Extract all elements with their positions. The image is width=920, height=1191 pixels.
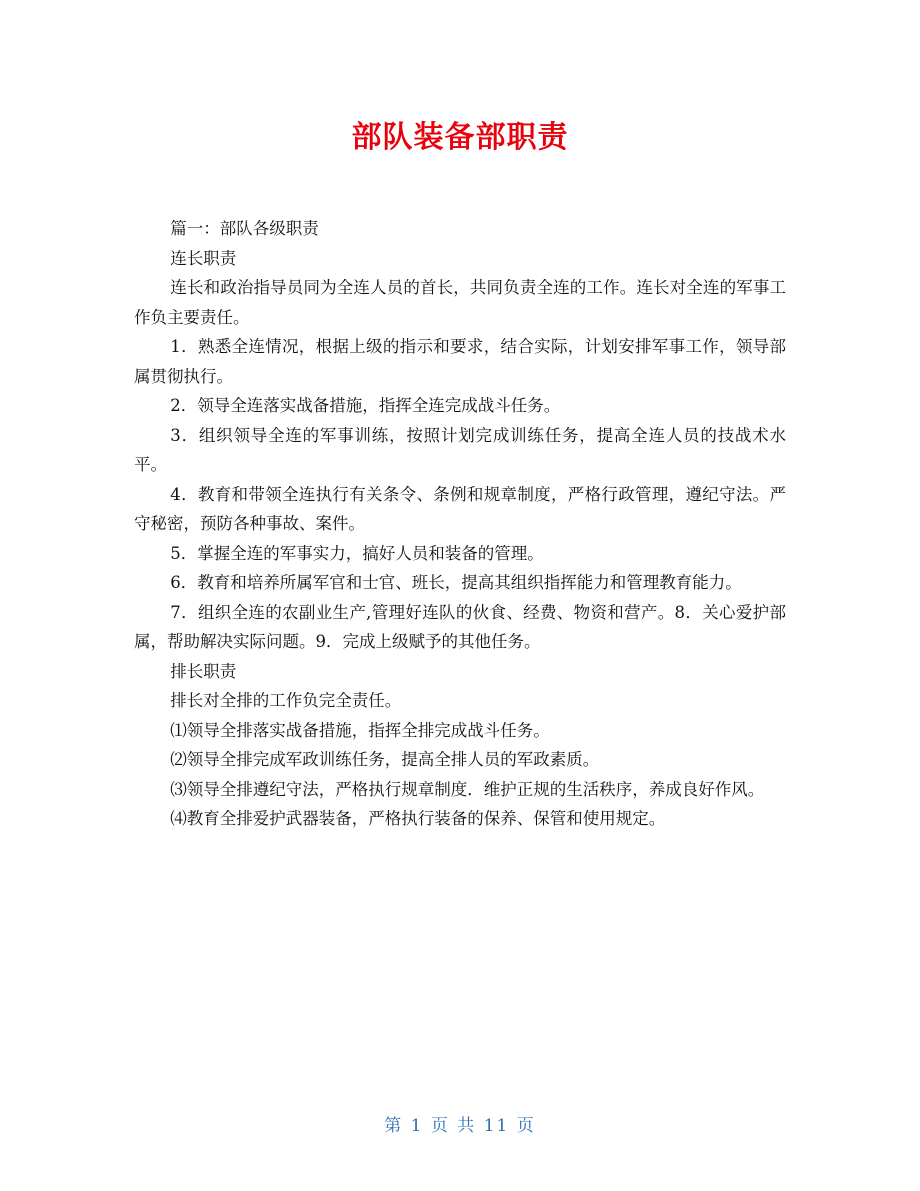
paragraph: 7．组织全连的农副业生产,管理好连队的伙食、经费、物资和营产。8．关心爱护部属，帮助解决实际问题。9．完成上级赋予的其他任务。 <box>134 602 786 651</box>
page-number-footer: 第 1 页 共 11 页 <box>384 1116 536 1136</box>
paragraph: ⑵领导全排完成军政训练任务，提高全排人员的军政素质。 <box>170 750 600 769</box>
paragraph: 2．领导全连落实战备措施，指挥全连完成战斗任务。 <box>170 396 561 415</box>
paragraph: 篇一：部队各级职责 <box>170 219 319 238</box>
paragraph: ⑴领导全排落实战备措施，指挥全排完成战斗任务。 <box>170 720 550 740</box>
paragraph: 3．组织领导全连的军事训练，按照计划完成训练任务，提高全连人员的技战术水平。 <box>134 425 786 474</box>
paragraph: 连长和政治指导员同为全连人员的首长，共同负责全连的工作。连长对全连的军事工作负主要责任。 <box>134 278 786 327</box>
paragraph: 排长对全排的工作负完全责任。 <box>170 691 402 710</box>
paragraph: 排长职责 <box>170 661 237 681</box>
paragraph: 4．教育和带领全连执行有关条令、条例和规章制度，严格行政管理，遵纪守法。严守秘密，预防各种事故、案件。 <box>134 484 786 533</box>
paragraph: ⑷教育全排爱护武器装备，严格执行装备的保养、保管和使用规定。 <box>170 809 666 828</box>
paragraph: 1．熟悉全连情况，根据上级的指示和要求，结合实际，计划安排军事工作，领导部属贯彻执行。 <box>134 337 786 386</box>
paragraph: 6．教育和培养所属军官和士官、班长，提高其组织指挥能力和管理教育能力。 <box>170 573 742 592</box>
document-title: 部队装备部职责 <box>351 120 569 155</box>
paragraph: ⑶领导全排遵纪守法，严格执行规章制度．维护正规的生活秩序，养成良好作风。 <box>170 779 765 799</box>
paragraph: 5．掌握全连的军事实力，搞好人员和装备的管理。 <box>170 543 544 563</box>
paragraph: 连长职责 <box>170 248 237 268</box>
document-body <box>134 214 786 834</box>
